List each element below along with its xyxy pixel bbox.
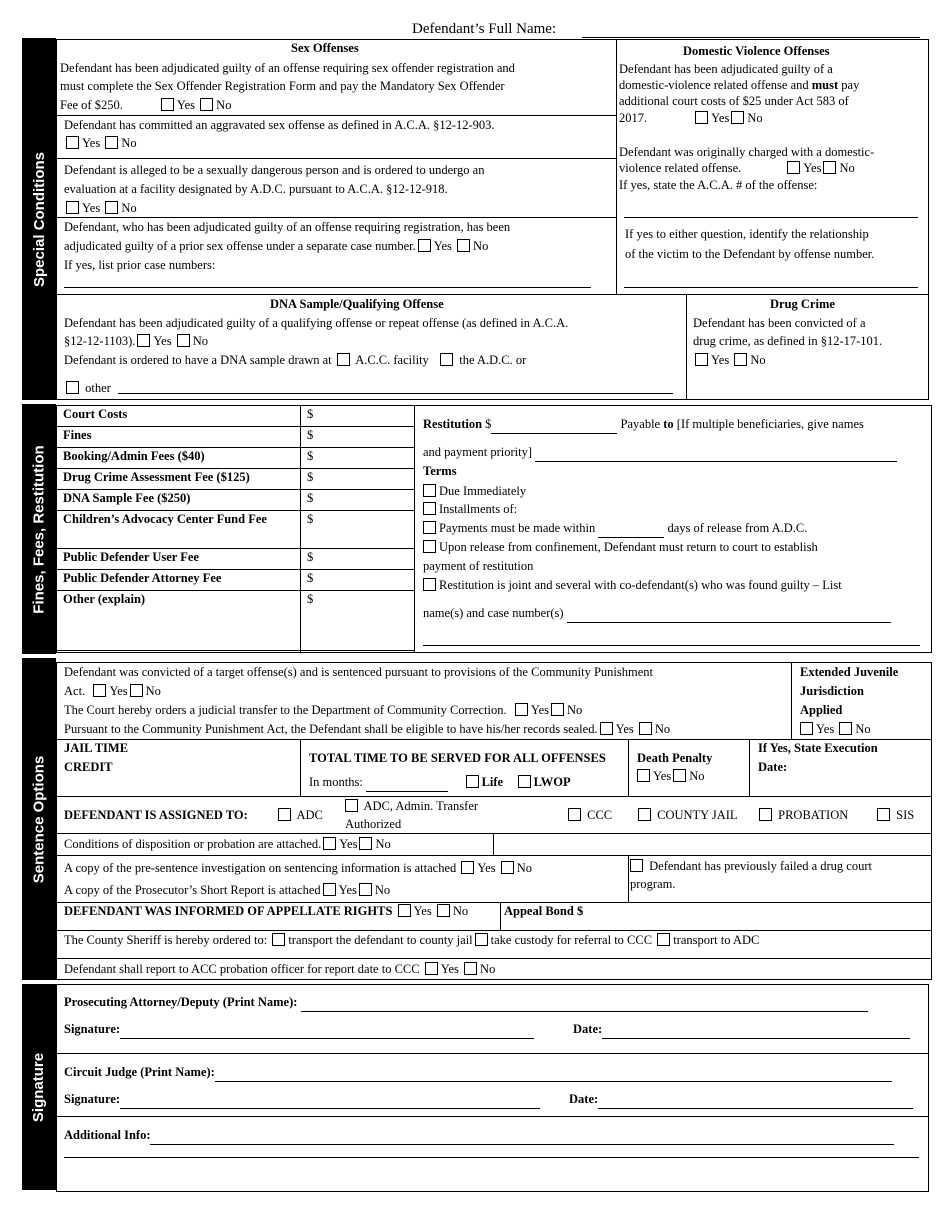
drug-p1-line2: drug crime, as defined in §12-17-101. — [693, 334, 883, 348]
restitution-terms: Terms — [423, 464, 457, 478]
short-no-checkbox[interactable] — [359, 883, 372, 896]
drug-court-line2: program. — [630, 877, 676, 891]
additional-info-field[interactable] — [150, 1131, 894, 1145]
fee-amount-field[interactable]: $ — [301, 406, 415, 427]
term-installments: Installments of: — [423, 500, 517, 519]
dv-p2-line2: violence related offense. Yes No — [619, 161, 855, 175]
sex-p4-line1: Defendant, who has been adjudicated guilty of an offense requiring registration, has been — [64, 220, 511, 234]
appeal-bond-label: Appeal Bond $ — [504, 904, 584, 918]
term-joint-checkbox[interactable] — [423, 578, 436, 591]
restitution-amount-field[interactable] — [491, 420, 617, 434]
dna-adc-checkbox[interactable] — [440, 353, 453, 366]
dv-costs-no-checkbox[interactable] — [731, 111, 744, 124]
sex-registration-no-checkbox[interactable] — [200, 98, 213, 111]
cp-line1: Defendant was convicted of a target offense(s) and is sentenced pursuant to provisions of the Community Punishment — [64, 665, 653, 679]
sex-p3-options: Yes No — [64, 199, 137, 218]
acc-row: Defendant shall report to ACC probation officer for report date to CCC Yes No — [64, 962, 496, 976]
prosecutor-date-field[interactable] — [602, 1025, 910, 1039]
fee-amount-field[interactable]: $ — [301, 511, 415, 549]
appellate-yes-checkbox[interactable] — [398, 904, 411, 917]
life-checkbox[interactable] — [466, 775, 479, 788]
drug-title: Drug Crime — [770, 297, 835, 311]
dna-other-checkbox[interactable] — [66, 381, 79, 394]
term-joint-line2: name(s) and case number(s) — [423, 604, 891, 623]
term-return-checkbox[interactable] — [423, 540, 436, 553]
sex-p4-line2: adjudicated guilty of a prior sex offense under a separate case number. Yes No — [64, 239, 489, 253]
additional-info-field-2[interactable] — [64, 1144, 919, 1158]
dna-qualifying-yes-checkbox[interactable] — [137, 334, 150, 347]
assign-probation-checkbox[interactable] — [759, 808, 772, 821]
sealed-yes-checkbox[interactable] — [600, 722, 613, 735]
dna-p1-line1: Defendant has been adjudicated guilty of a qualifying offense or repeat offense (as defined in A.C.A. — [64, 316, 569, 330]
short-yes-checkbox[interactable] — [323, 883, 336, 896]
prosecutor-signature-field[interactable] — [120, 1025, 534, 1039]
sheriff-ccc-checkbox[interactable] — [475, 933, 488, 946]
dv-p3-line1: If yes to either question, identify the relationship — [625, 227, 869, 241]
dv-p1-line3: additional court costs of $25 under Act 583 of — [619, 94, 849, 108]
term-installments-checkbox[interactable] — [423, 502, 436, 515]
prior-yes-checkbox[interactable] — [418, 239, 431, 252]
judge-signature-row: Signature: — [64, 1090, 540, 1109]
term-joint: Restitution is joint and several with co-defendant(s) who was found guilty – List — [423, 576, 842, 595]
fee-amount-field[interactable]: $ — [301, 591, 415, 651]
aggravated-yes-checkbox[interactable] — [66, 136, 79, 149]
jail-line2: CREDIT — [64, 760, 113, 774]
prosecutor-date-row: Date: — [573, 1020, 910, 1039]
conditions-row: Conditions of disposition or probation are attached. Yes No — [64, 837, 391, 851]
ejj-options: Yes No — [800, 720, 871, 739]
cp-line2: Act. Yes No — [64, 684, 161, 698]
additional-info-row: Additional Info: — [64, 1126, 894, 1145]
sheriff-adc-checkbox[interactable] — [657, 933, 670, 946]
fee-label: Children’s Advocacy Center Fund Fee — [57, 511, 301, 549]
restitution-line1: Restitution $ Payable to [If multiple beneficiaries, give names — [423, 415, 864, 434]
dv-p1-line1: Defendant has been adjudicated guilty of a — [619, 62, 833, 76]
fee-row — [57, 591, 415, 651]
fee-amount-field[interactable]: $ — [301, 549, 415, 570]
term-due-checkbox[interactable] — [423, 484, 436, 497]
assign-adc-checkbox[interactable] — [278, 808, 291, 821]
aggravated-no-checkbox[interactable] — [105, 136, 118, 149]
assign-probation: PROBATION — [757, 806, 848, 825]
judge-date-row: Date: — [569, 1090, 913, 1109]
fee-row — [57, 570, 415, 591]
sex-p2-options: Yes No — [64, 134, 137, 153]
dna-p1-line2: §12-12-1103). Yes No — [64, 334, 209, 348]
fees-table — [56, 405, 415, 651]
fee-amount-field[interactable]: $ — [301, 490, 415, 511]
total-time-row: In months: Life LWOP — [309, 773, 571, 792]
dv-p3-line2: of the victim to the Defendant by offense number. — [625, 247, 875, 261]
drug-p1-line1: Defendant has been convicted of a — [693, 316, 866, 330]
fee-label: Fines — [57, 427, 301, 448]
assign-transfer-line2: Authorized — [345, 817, 402, 831]
section-fines-fees: Fines, Fees, Restitution — [22, 404, 56, 654]
fee-amount-field[interactable]: $ — [301, 570, 415, 591]
months-field[interactable] — [366, 779, 448, 792]
appellate-row: DEFENDANT WAS INFORMED OF APPELLATE RIGHTS Yes No — [64, 904, 469, 918]
assign-sis: SIS — [875, 806, 914, 825]
prosecutor-name-field[interactable] — [301, 998, 868, 1012]
signature-frame — [56, 984, 929, 1192]
sex-p1-line1: Defendant has been adjudicated guilty of an offense requiring sex offender registration and — [60, 61, 515, 75]
fee-label: Other (explain) — [57, 591, 301, 651]
dv-p2-line1: Defendant was originally charged with a domestic- — [619, 145, 875, 159]
section-sentence-options: Sentence Options — [22, 658, 56, 980]
death-no-checkbox[interactable] — [673, 769, 686, 782]
assign-jail-checkbox[interactable] — [638, 808, 651, 821]
ejj-line1: Extended Juvenile — [800, 665, 899, 679]
assign-ccc-checkbox[interactable] — [568, 808, 581, 821]
fee-row — [57, 448, 415, 469]
total-time-label: TOTAL TIME TO BE SERVED FOR ALL OFFENSES — [309, 751, 606, 765]
judge-signature-field[interactable] — [120, 1095, 540, 1109]
term-due: Due Immediately — [423, 482, 526, 501]
psi-row: A copy of the pre-sentence investigation on sentencing information is attached Yes No — [64, 861, 532, 875]
conditions-no-checkbox[interactable] — [359, 837, 372, 850]
restitution-line2: and payment priority] — [423, 443, 897, 462]
fee-label: Drug Crime Assessment Fee ($125) — [57, 469, 301, 490]
term-days-field[interactable] — [598, 524, 664, 538]
ejj-yes-checkbox[interactable] — [800, 722, 813, 735]
psi-yes-checkbox[interactable] — [461, 861, 474, 874]
dv-p1-line2: domestic-violence related offense and must pay — [619, 78, 860, 92]
assign-transfer-checkbox[interactable] — [345, 799, 358, 812]
fee-row — [57, 469, 415, 490]
sex-registration-yes-checkbox[interactable] — [161, 98, 174, 111]
drug-options: Yes No — [693, 351, 766, 370]
defendant-name-label: Defendant’s Full Name: — [412, 21, 557, 37]
conditions-yes-checkbox[interactable] — [323, 837, 336, 850]
drug-yes-checkbox[interactable] — [695, 353, 708, 366]
fee-label: Public Defender Attorney Fee — [57, 570, 301, 591]
fee-row — [57, 490, 415, 511]
sheriff-row: The County Sheriff is hereby ordered to: transport the defendant to county jail take custody for referral to CCC transport to ADC — [64, 933, 760, 947]
dv-relationship-field[interactable] — [624, 276, 918, 288]
death-options: Yes No — [637, 767, 704, 786]
ejj-line3: Applied — [800, 703, 843, 717]
jail-line1: JAIL TIME — [64, 741, 129, 755]
transfer-no-checkbox[interactable] — [551, 703, 564, 716]
dna-qualifying-no-checkbox[interactable] — [177, 334, 190, 347]
fee-row — [57, 511, 415, 549]
prosecutor-row: Prosecuting Attorney/Deputy (Print Name): — [64, 993, 868, 1012]
psi-no-checkbox[interactable] — [501, 861, 514, 874]
cp-no-checkbox[interactable] — [130, 684, 143, 697]
ejj-no-checkbox[interactable] — [839, 722, 852, 735]
cp-yes-checkbox[interactable] — [93, 684, 106, 697]
sex-offenses-title: Sex Offenses — [291, 41, 359, 55]
restitution-beneficiaries-field[interactable] — [535, 448, 897, 462]
codefendant-field-2[interactable] — [423, 634, 920, 646]
dv-aca-field[interactable] — [624, 206, 918, 218]
death-penalty-label: Death Penalty — [637, 751, 713, 765]
dna-title: DNA Sample/Qualifying Offense — [270, 297, 444, 311]
prosecutor-signature-row: Signature: — [64, 1020, 534, 1039]
fee-amount-field[interactable]: $ — [301, 448, 415, 469]
judge-name-field[interactable] — [215, 1068, 892, 1082]
dna-other-field[interactable] — [118, 381, 673, 394]
judge-date-field[interactable] — [598, 1095, 913, 1109]
fee-label: Public Defender User Fee — [57, 549, 301, 570]
ejj-line2: Jurisdiction — [800, 684, 864, 698]
sex-p3-line1: Defendant is alleged to be a sexually dangerous person and is ordered to undergo an — [64, 163, 485, 177]
dna-other: other — [64, 379, 111, 398]
fee-row — [57, 427, 415, 448]
assign-sis-checkbox[interactable] — [877, 808, 890, 821]
term-payments-checkbox[interactable] — [423, 521, 436, 534]
codefendant-field[interactable] — [567, 609, 891, 623]
assigned-label: DEFENDANT IS ASSIGNED TO: — [64, 808, 248, 822]
section-special-conditions: Special Conditions — [22, 38, 56, 400]
execution-line1: If Yes, State Execution — [758, 741, 878, 755]
assign-jail: COUNTY JAIL — [636, 806, 738, 825]
fee-label: DNA Sample Fee ($250) — [57, 490, 301, 511]
fee-amount-field[interactable]: $ — [301, 427, 415, 448]
fee-label: Booking/Admin Fees ($40) — [57, 448, 301, 469]
sex-p4-line3: If yes, list prior case numbers: — [64, 258, 216, 272]
cp-line3: The Court hereby orders a judicial transfer to the Department of Community Correction. Yes No — [64, 703, 583, 717]
term-payments: Payments must be made within days of release from A.D.C. — [423, 519, 807, 538]
dv-costs-yes-checkbox[interactable] — [695, 111, 708, 124]
drug-no-checkbox[interactable] — [734, 353, 747, 366]
fee-amount-field[interactable]: $ — [301, 469, 415, 490]
dna-p2: Defendant is ordered to have a DNA sample drawn at A.C.C. facility the A.D.C. or — [64, 353, 527, 367]
sex-p1-line3: Fee of $250. Yes No — [60, 98, 232, 112]
dv-p2-line3: If yes, state the A.C.A. # of the offense: — [619, 178, 818, 192]
appellate-no-checkbox[interactable] — [437, 904, 450, 917]
sex-p3-line2: evaluation at a facility designated by A.D.C. pursuant to A.C.A. §12-12-918. — [64, 182, 448, 196]
term-return: Upon release from confinement, Defendant must return to court to establish — [423, 538, 818, 557]
dv-p1-line4: 2017. Yes No — [619, 111, 763, 125]
assign-adc: ADC — [276, 806, 323, 825]
dv-title: Domestic Violence Offenses — [683, 44, 830, 58]
dangerous-yes-checkbox[interactable] — [66, 201, 79, 214]
drug-court-checkbox[interactable] — [630, 859, 643, 872]
defendant-name-field[interactable] — [582, 22, 920, 38]
fee-row — [57, 406, 415, 427]
judge-row: Circuit Judge (Print Name): — [64, 1063, 892, 1082]
section-signature: Signature — [22, 984, 56, 1190]
acc-yes-checkbox[interactable] — [425, 962, 438, 975]
drug-court-row: Defendant has previously failed a drug court — [630, 857, 872, 876]
dv-charged-no-checkbox[interactable] — [823, 161, 836, 174]
prior-case-numbers-field[interactable] — [64, 276, 591, 288]
assign-transfer: ADC, Admin. Transfer — [345, 797, 478, 816]
fee-row — [57, 549, 415, 570]
cp-line4: Pursuant to the Community Punishment Act, the Defendant shall be eligible to have his/her records sealed. Yes No — [64, 722, 671, 736]
prior-no-checkbox[interactable] — [457, 239, 470, 252]
execution-line2: Date: — [758, 760, 788, 774]
dangerous-no-checkbox[interactable] — [105, 201, 118, 214]
acc-no-checkbox[interactable] — [464, 962, 477, 975]
assign-ccc: CCC — [566, 806, 612, 825]
fee-label: Court Costs — [57, 406, 301, 427]
sex-p2: Defendant has committed an aggravated sex offense as defined in A.C.A. §12-12-903. — [64, 118, 495, 132]
dv-charged-yes-checkbox[interactable] — [787, 161, 800, 174]
sex-p1-line2: must complete the Sex Offender Registration Form and pay the Mandatory Sex Offender — [60, 79, 505, 93]
short-report-row: A copy of the Prosecutor’s Short Report is attached Yes No — [64, 883, 391, 897]
sheriff-jail-checkbox[interactable] — [272, 933, 285, 946]
transfer-yes-checkbox[interactable] — [515, 703, 528, 716]
term-return-line2: payment of restitution — [423, 559, 534, 573]
dna-acc-checkbox[interactable] — [337, 353, 350, 366]
lwop-checkbox[interactable] — [518, 775, 531, 788]
sealed-no-checkbox[interactable] — [639, 722, 652, 735]
death-yes-checkbox[interactable] — [637, 769, 650, 782]
